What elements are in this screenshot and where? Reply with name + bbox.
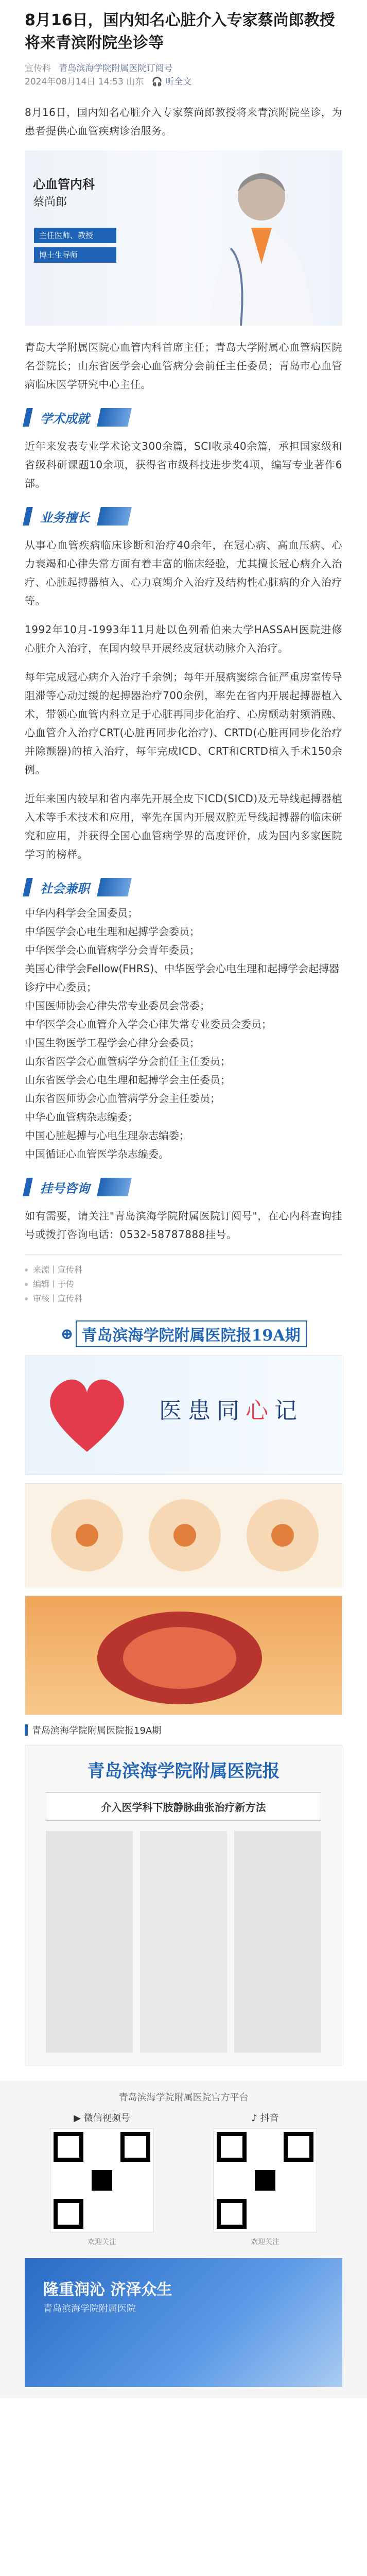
newspaper-headline: 介入医学科下肢静脉曲张治疗新方法 <box>46 1792 321 1821</box>
logo-text: 青岛滨海学院附属医院报19A期 <box>76 1320 307 1347</box>
newspaper-columns <box>46 1831 321 2053</box>
list-item: 中国医师协会心律失常专业委员会常委； <box>25 999 210 1012</box>
hero-dept: 心血管内科 <box>33 177 95 192</box>
expertise-paragraph: 从事心血管疾病临床诊断和治疗40余年，在冠心病、高血压病、心力衰竭和心律失常方面有着丰富的临床经验，尤其擅长冠心病介入治疗、心脏起搏器植入、心力衰竭介入治疗及结构性心脏病的介入治疗等。 <box>25 539 342 607</box>
related-caption-text: 青岛滨海学院附属医院报19A期 <box>32 1725 162 1736</box>
list-item: 中华医学会心电生理和起搏学会委员； <box>25 925 200 938</box>
register-text: 如有需要，请关注"青岛滨海学院附属医院订阅号"，在心内科查询挂号或拨打咨询电话：0532-58787888挂号。 <box>25 1210 342 1241</box>
list-item: 中华心血管病杂志编委； <box>25 1111 138 1123</box>
section-academic-heading <box>25 408 342 427</box>
hero-doctor-name: 蔡尚郎 <box>33 196 67 209</box>
hero-tag-advisor: 博士生导师 <box>34 247 116 263</box>
bottom-banner-title: 隆重润沁 济泽众生 <box>43 2281 172 2299</box>
section-label: 社会兼职 <box>40 881 90 896</box>
hospital-logo <box>25 1320 342 1347</box>
feature-card-anatomy[interactable] <box>25 1483 342 1587</box>
section-bar <box>23 878 33 896</box>
original-tag: 宣传科 <box>25 63 51 74</box>
social-list <box>25 904 342 1163</box>
section-bar <box>23 507 33 526</box>
heart-illustration-icon <box>36 1364 138 1467</box>
logo-mark <box>60 1320 306 1347</box>
section-bar <box>97 507 132 526</box>
section-expertise-heading <box>25 507 342 526</box>
publish-datetime: 2024年08月14日 14:53 山东 <box>25 77 144 87</box>
intro-paragraph: 8月16日，国内知名心脏介入专家蔡尚郎教授将来青滨附院坐诊，为患者提供心血管疾病诊治服务。 <box>25 106 342 137</box>
headphone-icon: 🎧 <box>151 77 163 87</box>
bullet-icon <box>25 1268 28 1272</box>
expertise-paragraph: 近年来国内较早和省内率先开展全皮下ICD(SICD)及无导线起搏器植入术等手术技术和应用，率先在国内开展双腔无导线起搏器的临床研究和应用，并获得全国心血管病学界的高度评价，成为国内多家医院学习的榜样。 <box>25 792 342 860</box>
bottom-banner <box>25 2258 342 2387</box>
listen-label: 听全文 <box>165 77 192 87</box>
section-bar <box>97 878 132 896</box>
list-item: 中华医学会心血管病学分会青年委员； <box>25 944 200 956</box>
listen-button[interactable] <box>152 77 192 87</box>
profile-paragraph: 青岛大学附属医院心血管内科首席主任；青岛大学附属心血管病医院名誉院长；山东省医学会心血管病分会前任主任委员；青岛市心血管病临床医学研究中心主任。 <box>25 341 342 391</box>
organ-illustration-icon <box>25 1596 342 1715</box>
douyin-icon: ♪ <box>251 2113 257 2124</box>
qr-douyin[interactable] <box>188 2111 342 2247</box>
column-block <box>46 1831 133 2053</box>
feature-card-heart[interactable] <box>25 1355 342 1475</box>
article-header <box>0 0 367 93</box>
newspaper-masthead: 青岛滨海学院附属医院报 <box>87 1761 280 1782</box>
bullet-icon <box>25 1283 28 1286</box>
qr-wechat-video[interactable] <box>25 2111 179 2247</box>
list-item: 山东省医学会心血管病学分会前任主任委员； <box>25 1055 231 1067</box>
list-item: 中国心脏起搏与心电生理杂志编委； <box>25 1129 189 1142</box>
section-social-heading <box>25 878 342 896</box>
editor-line: 编辑丨于传 <box>25 1277 342 1292</box>
anatomy-illustration-icon <box>25 1484 342 1587</box>
academic-text: 近年来发表专业学术论文300余篇，SCI收录40余篇，承担国家级和省级科研课题10余项，获得省市级科技进步奖4项，编写专业著作6部。 <box>25 440 342 489</box>
hero-tag-title: 主任医师、教授 <box>34 228 116 243</box>
list-item: 美国心律学会Fellow(FHRS)、中华医学会心电生理和起搏学会起搏器诊疗中心委员； <box>25 962 340 993</box>
list-item: 山东省医学会心电生理和起搏学会主任委员； <box>25 1074 231 1086</box>
list-item: 中华医学会心血管介入学会心律失常专业委员会委员； <box>25 1018 272 1030</box>
caption-mark <box>25 1724 28 1736</box>
source-line: 来源丨宣传科 <box>25 1263 342 1277</box>
list-item: 中国生物医学工程学会心律分会委员； <box>25 1037 200 1049</box>
feature-card-organ[interactable] <box>25 1596 342 1715</box>
section-bar <box>97 408 132 427</box>
official-platform-text: 青岛滨海学院附属医院官方平台 <box>118 2092 249 2103</box>
article-content <box>0 103 367 2065</box>
qr-title: ▶ 微信视频号 <box>74 2113 130 2124</box>
related-caption[interactable] <box>25 1723 342 1737</box>
section-register-heading <box>25 1178 342 1196</box>
logo-icon: ⊕ <box>60 1325 74 1343</box>
qr-caption: 欢迎关注 <box>88 2238 116 2246</box>
expertise-paragraph: 1992年10月-1993年11月赴以色列希伯来大学HASSAH医院进修心脏介入治疗，在国内较早开展经皮冠状动脉介入治疗。 <box>25 623 342 654</box>
qr-row <box>25 2111 342 2247</box>
list-item: 山东省医师协会心血管病学分会主任委员； <box>25 1092 220 1105</box>
section-label: 学术成就 <box>40 411 90 426</box>
official-footer <box>0 2081 367 2398</box>
section-label: 业务擅长 <box>40 510 90 525</box>
list-item: 中国循证心血管医学杂志编委。 <box>25 1148 169 1160</box>
column-block <box>234 1831 321 2053</box>
doctor-patient-title: 医患同心记 <box>159 1398 303 1424</box>
article-title: 8月16日，国内知名心脏介入专家蔡尚郎教授将来青滨附院坐诊等 <box>25 11 335 52</box>
video-channel-icon: ▶ <box>74 2113 81 2124</box>
qr-code-icon <box>50 2128 154 2232</box>
newspaper-card[interactable] <box>25 1745 342 2065</box>
reviewer-line: 审核丨宣传科 <box>25 1292 342 1306</box>
qr-title: ♪ 抖音 <box>251 2113 279 2124</box>
account-link[interactable]: 青岛滨海学院附属医院订阅号 <box>59 63 173 74</box>
section-label: 挂号咨询 <box>40 1181 90 1196</box>
section-bar <box>97 1178 132 1196</box>
expertise-paragraph: 每年完成冠心病介入治疗千余例；每年开展病窦综合征严重房室传导阻滞等心动过缓的起搏器治疗700余例，率先在省内开展起搏器植入术，带领心血管内科立足于心脏再同步化治疗、心房颤动射频消融、心血管介入治疗CRT(心脏再同步化治疗)、CRTD(心脏再同步化治疗并除颤器)的植入治疗，每年完成ICD、CRT和CRTD植入手术150余例。 <box>25 671 342 776</box>
article-meta <box>25 62 342 75</box>
section-bar <box>23 408 33 427</box>
doctor-hero-image <box>25 150 342 326</box>
section-bar <box>23 1178 33 1196</box>
qr-code-icon <box>213 2128 317 2232</box>
hero-label <box>33 175 95 211</box>
article-meta-2 <box>25 75 342 89</box>
column-block <box>140 1831 227 2053</box>
qr-caption: 欢迎关注 <box>251 2238 279 2246</box>
list-item: 中华内科学会全国委员； <box>25 907 138 919</box>
doctor-portrait-icon <box>200 161 323 326</box>
bullet-icon <box>25 1297 28 1300</box>
article-footer-info <box>25 1254 342 1306</box>
bottom-banner-sub: 青岛滨海学院附属医院 <box>43 2303 136 2314</box>
